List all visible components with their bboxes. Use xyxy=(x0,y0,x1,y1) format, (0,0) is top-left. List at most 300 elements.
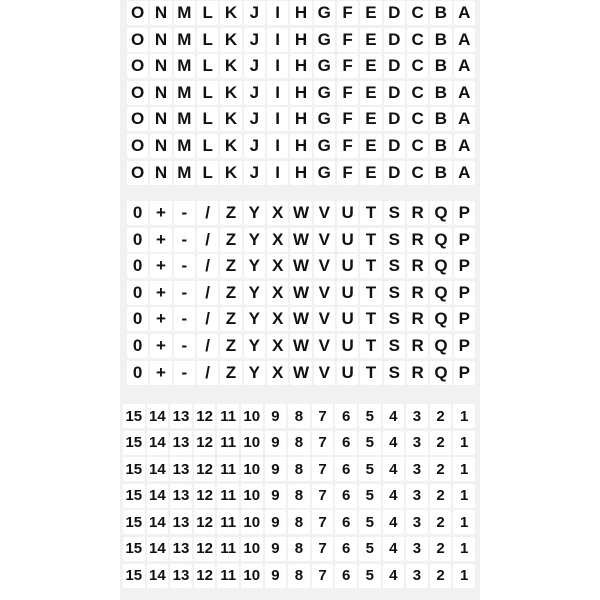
sticker-row xyxy=(120,456,480,482)
sticker: 15 xyxy=(123,510,145,534)
sticker: 2 xyxy=(430,484,452,508)
sticker: 1 xyxy=(453,510,475,534)
sticker: R xyxy=(407,281,428,305)
sticker: 8 xyxy=(288,457,310,481)
sticker: U xyxy=(337,281,358,305)
sticker: 14 xyxy=(147,537,169,561)
sticker: A xyxy=(454,134,475,158)
sticker: 9 xyxy=(265,510,287,534)
sticker: Q xyxy=(430,254,451,278)
sticker: 12 xyxy=(194,457,216,481)
sticker: 9 xyxy=(265,537,287,561)
sticker: 9 xyxy=(265,564,287,588)
sticker: N xyxy=(150,161,171,185)
sticker: P xyxy=(454,228,475,252)
sticker: 9 xyxy=(265,404,287,428)
sticker: U xyxy=(337,361,358,385)
sticker: 12 xyxy=(194,404,216,428)
sticker: E xyxy=(360,107,381,131)
sticker: N xyxy=(150,54,171,78)
sticker: 7 xyxy=(312,537,334,561)
sticker: L xyxy=(197,107,218,131)
sticker: / xyxy=(197,361,218,385)
sticker: C xyxy=(407,1,428,25)
sticker: 7 xyxy=(312,457,334,481)
sticker: F xyxy=(337,28,358,52)
sticker: 11 xyxy=(217,510,239,534)
sticker: 5 xyxy=(359,457,381,481)
sticker: B xyxy=(430,134,451,158)
sticker: E xyxy=(360,54,381,78)
sticker: Q xyxy=(430,281,451,305)
sticker: H xyxy=(290,81,311,105)
sticker: 11 xyxy=(217,537,239,561)
sticker: T xyxy=(360,228,381,252)
sticker: G xyxy=(314,81,335,105)
sticker: / xyxy=(197,201,218,225)
sticker: D xyxy=(384,54,405,78)
sticker: G xyxy=(314,28,335,52)
sticker: T xyxy=(360,254,381,278)
sticker: I xyxy=(267,1,288,25)
sticker: N xyxy=(150,28,171,52)
sticker: 6 xyxy=(335,537,357,561)
sticker: Q xyxy=(430,334,451,358)
sticker: R xyxy=(407,201,428,225)
sticker: A xyxy=(454,54,475,78)
sticker: V xyxy=(314,201,335,225)
sticker-row xyxy=(120,27,480,53)
sticker: + xyxy=(150,201,171,225)
sticker: 13 xyxy=(170,564,192,588)
sticker: 6 xyxy=(335,431,357,455)
sticker: 7 xyxy=(312,510,334,534)
sticker: O xyxy=(127,134,148,158)
sticker-row xyxy=(120,509,480,535)
sticker: 1 xyxy=(453,484,475,508)
sticker: U xyxy=(337,334,358,358)
sticker: L xyxy=(197,134,218,158)
sticker: / xyxy=(197,334,218,358)
sticker: 7 xyxy=(312,431,334,455)
sticker: 6 xyxy=(335,564,357,588)
sticker: 8 xyxy=(288,431,310,455)
sticker: 9 xyxy=(265,431,287,455)
sticker: X xyxy=(267,201,288,225)
sticker: Y xyxy=(244,281,265,305)
sticker: 0 xyxy=(127,201,148,225)
sticker: 2 xyxy=(430,457,452,481)
sticker: K xyxy=(220,81,241,105)
sticker: U xyxy=(337,307,358,331)
sticker: 9 xyxy=(265,457,287,481)
sticker: T xyxy=(360,334,381,358)
sticker: 0 xyxy=(127,361,148,385)
sticker: 12 xyxy=(194,510,216,534)
sticker: / xyxy=(197,281,218,305)
sticker-row xyxy=(120,536,480,562)
sticker: Y xyxy=(244,334,265,358)
sticker: L xyxy=(197,81,218,105)
sticker: Y xyxy=(244,307,265,331)
sticker: 8 xyxy=(288,404,310,428)
sticker: W xyxy=(290,228,311,252)
sticker: 14 xyxy=(147,404,169,428)
sticker: V xyxy=(314,334,335,358)
sticker: K xyxy=(220,134,241,158)
sticker: 5 xyxy=(359,431,381,455)
sticker: 2 xyxy=(430,404,452,428)
sticker: U xyxy=(337,228,358,252)
sticker: N xyxy=(150,1,171,25)
sticker-block-numbers xyxy=(120,403,480,589)
sticker: A xyxy=(454,28,475,52)
sticker: B xyxy=(430,81,451,105)
sticker: 8 xyxy=(288,510,310,534)
sticker: J xyxy=(244,28,265,52)
sticker: I xyxy=(267,28,288,52)
sticker: W xyxy=(290,307,311,331)
sticker: S xyxy=(384,307,405,331)
sticker: 14 xyxy=(147,510,169,534)
sticker: D xyxy=(384,107,405,131)
sticker: 5 xyxy=(359,404,381,428)
sticker: - xyxy=(174,281,195,305)
sticker: 11 xyxy=(217,404,239,428)
sticker: K xyxy=(220,161,241,185)
sticker: 13 xyxy=(170,510,192,534)
sticker: 12 xyxy=(194,431,216,455)
sticker: + xyxy=(150,228,171,252)
sticker: Y xyxy=(244,361,265,385)
sticker: V xyxy=(314,254,335,278)
sticker: H xyxy=(290,28,311,52)
sticker: M xyxy=(174,81,195,105)
sticker: S xyxy=(384,281,405,305)
sticker: D xyxy=(384,81,405,105)
sticker: 0 xyxy=(127,254,148,278)
sticker: 13 xyxy=(170,431,192,455)
sticker: O xyxy=(127,107,148,131)
sticker: - xyxy=(174,334,195,358)
sticker: G xyxy=(314,134,335,158)
sticker: D xyxy=(384,134,405,158)
sticker: 0 xyxy=(127,281,148,305)
sticker: A xyxy=(454,107,475,131)
sticker: / xyxy=(197,307,218,331)
sticker: Z xyxy=(220,361,241,385)
sticker: Y xyxy=(244,228,265,252)
sticker: 13 xyxy=(170,404,192,428)
sticker: V xyxy=(314,228,335,252)
sticker: 10 xyxy=(241,457,263,481)
sticker: 2 xyxy=(430,564,452,588)
sticker-row xyxy=(120,227,480,253)
sticker: 5 xyxy=(359,564,381,588)
sticker: N xyxy=(150,107,171,131)
sticker: G xyxy=(314,54,335,78)
sticker: Z xyxy=(220,307,241,331)
sticker: X xyxy=(267,281,288,305)
sticker: 2 xyxy=(430,537,452,561)
sticker: - xyxy=(174,307,195,331)
sticker: V xyxy=(314,307,335,331)
sticker: 4 xyxy=(383,404,405,428)
sticker-block-letters-a-o xyxy=(120,0,480,186)
sticker: J xyxy=(244,1,265,25)
sticker: H xyxy=(290,107,311,131)
sticker: H xyxy=(290,1,311,25)
sticker: O xyxy=(127,161,148,185)
sticker-row xyxy=(120,253,480,279)
sticker: X xyxy=(267,228,288,252)
sticker: B xyxy=(430,54,451,78)
sticker: 4 xyxy=(383,564,405,588)
sticker: S xyxy=(384,228,405,252)
sticker: Z xyxy=(220,281,241,305)
sticker: 13 xyxy=(170,537,192,561)
sticker: R xyxy=(407,334,428,358)
sticker: Q xyxy=(430,228,451,252)
sticker: W xyxy=(290,254,311,278)
sticker: 8 xyxy=(288,484,310,508)
sticker-row xyxy=(120,106,480,132)
sticker: 2 xyxy=(430,431,452,455)
sticker: S xyxy=(384,254,405,278)
sticker: 12 xyxy=(194,537,216,561)
sticker: 3 xyxy=(406,431,428,455)
sticker: D xyxy=(384,161,405,185)
sticker: F xyxy=(337,161,358,185)
sticker: P xyxy=(454,307,475,331)
sticker: Q xyxy=(430,307,451,331)
sticker: C xyxy=(407,28,428,52)
sticker: M xyxy=(174,54,195,78)
sticker: 15 xyxy=(123,404,145,428)
sticker: P xyxy=(454,361,475,385)
sticker-row xyxy=(120,0,480,26)
sticker: 0 xyxy=(127,307,148,331)
sticker: K xyxy=(220,28,241,52)
sticker-row xyxy=(120,160,480,186)
sticker: J xyxy=(244,81,265,105)
sticker: - xyxy=(174,201,195,225)
sticker: - xyxy=(174,228,195,252)
sticker: R xyxy=(407,228,428,252)
sticker: X xyxy=(267,254,288,278)
sticker-row xyxy=(120,200,480,226)
sticker: W xyxy=(290,334,311,358)
sticker: 4 xyxy=(383,457,405,481)
sticker: O xyxy=(127,54,148,78)
sticker: G xyxy=(314,1,335,25)
sticker: 3 xyxy=(406,404,428,428)
sticker: 11 xyxy=(217,457,239,481)
sticker: 8 xyxy=(288,564,310,588)
sticker: + xyxy=(150,254,171,278)
sticker: X xyxy=(267,334,288,358)
sticker: 10 xyxy=(241,484,263,508)
sticker: 15 xyxy=(123,484,145,508)
sticker: / xyxy=(197,254,218,278)
sticker: 9 xyxy=(265,484,287,508)
sticker-block-letters-p-z-symbols xyxy=(120,200,480,386)
sticker: K xyxy=(220,107,241,131)
sticker: F xyxy=(337,107,358,131)
sticker: I xyxy=(267,134,288,158)
sticker-row xyxy=(120,333,480,359)
sticker: 6 xyxy=(335,484,357,508)
sticker: N xyxy=(150,134,171,158)
sticker: / xyxy=(197,228,218,252)
sticker: 4 xyxy=(383,431,405,455)
sticker: F xyxy=(337,81,358,105)
sticker: H xyxy=(290,161,311,185)
sticker: I xyxy=(267,107,288,131)
sticker: 15 xyxy=(123,457,145,481)
sticker: V xyxy=(314,361,335,385)
sticker: 5 xyxy=(359,510,381,534)
sticker: A xyxy=(454,81,475,105)
sticker: C xyxy=(407,107,428,131)
sticker: L xyxy=(197,161,218,185)
sticker-row xyxy=(120,563,480,589)
sticker-row xyxy=(120,403,480,429)
sticker: 0 xyxy=(127,334,148,358)
sticker: R xyxy=(407,254,428,278)
sticker-row xyxy=(120,483,480,509)
sticker: - xyxy=(174,361,195,385)
sticker: 14 xyxy=(147,564,169,588)
sticker: E xyxy=(360,81,381,105)
sticker: K xyxy=(220,54,241,78)
sticker: F xyxy=(337,1,358,25)
sticker: F xyxy=(337,54,358,78)
sticker: Z xyxy=(220,334,241,358)
sticker: R xyxy=(407,307,428,331)
sticker: 6 xyxy=(335,457,357,481)
sticker: J xyxy=(244,161,265,185)
sticker: - xyxy=(174,254,195,278)
sticker: 15 xyxy=(123,537,145,561)
sticker-row xyxy=(120,280,480,306)
sticker: C xyxy=(407,54,428,78)
sticker: L xyxy=(197,1,218,25)
sticker: Q xyxy=(430,361,451,385)
sticker: J xyxy=(244,134,265,158)
sticker: Y xyxy=(244,201,265,225)
sticker: G xyxy=(314,161,335,185)
sticker: 3 xyxy=(406,537,428,561)
sticker-row xyxy=(120,53,480,79)
sticker: 12 xyxy=(194,564,216,588)
sticker: 7 xyxy=(312,484,334,508)
sticker: L xyxy=(197,54,218,78)
sticker: S xyxy=(384,201,405,225)
sticker: E xyxy=(360,28,381,52)
sticker: W xyxy=(290,201,311,225)
sticker: S xyxy=(384,334,405,358)
sticker: 8 xyxy=(288,537,310,561)
sticker: + xyxy=(150,334,171,358)
sticker: 10 xyxy=(241,510,263,534)
sticker: 5 xyxy=(359,484,381,508)
sticker: H xyxy=(290,134,311,158)
sticker: B xyxy=(430,1,451,25)
sticker: X xyxy=(267,361,288,385)
sticker: 1 xyxy=(453,537,475,561)
sticker: 3 xyxy=(406,484,428,508)
sticker: O xyxy=(127,81,148,105)
sticker: 1 xyxy=(453,457,475,481)
sticker: D xyxy=(384,1,405,25)
sticker-row xyxy=(120,360,480,386)
sticker: A xyxy=(454,1,475,25)
sticker: + xyxy=(150,281,171,305)
sticker: 6 xyxy=(335,510,357,534)
sticker: 3 xyxy=(406,457,428,481)
sticker: 7 xyxy=(312,404,334,428)
sticker: W xyxy=(290,361,311,385)
sticker: 12 xyxy=(194,484,216,508)
sticker: C xyxy=(407,134,428,158)
sticker: T xyxy=(360,281,381,305)
sticker: B xyxy=(430,28,451,52)
sticker: K xyxy=(220,1,241,25)
sticker: I xyxy=(267,81,288,105)
sticker: T xyxy=(360,201,381,225)
sticker: 14 xyxy=(147,457,169,481)
sticker: 4 xyxy=(383,484,405,508)
sticker: A xyxy=(454,161,475,185)
sticker: 11 xyxy=(217,431,239,455)
sticker: E xyxy=(360,1,381,25)
sticker: W xyxy=(290,281,311,305)
sticker: 7 xyxy=(312,564,334,588)
sticker: O xyxy=(127,1,148,25)
sticker: 6 xyxy=(335,404,357,428)
sticker: M xyxy=(174,161,195,185)
sticker: Z xyxy=(220,254,241,278)
sticker: 2 xyxy=(430,510,452,534)
sticker: E xyxy=(360,161,381,185)
sticker: 3 xyxy=(406,564,428,588)
sticker: I xyxy=(267,54,288,78)
sticker: 10 xyxy=(241,537,263,561)
sticker: J xyxy=(244,107,265,131)
sticker-row xyxy=(120,306,480,332)
sticker: F xyxy=(337,134,358,158)
sticker: 4 xyxy=(383,510,405,534)
sticker: R xyxy=(407,361,428,385)
sticker: Z xyxy=(220,201,241,225)
sticker: M xyxy=(174,107,195,131)
sticker: T xyxy=(360,307,381,331)
sticker: L xyxy=(197,28,218,52)
sticker: U xyxy=(337,201,358,225)
sticker-row xyxy=(120,80,480,106)
sticker: + xyxy=(150,307,171,331)
sticker-row xyxy=(120,430,480,456)
sticker: Q xyxy=(430,201,451,225)
sticker: P xyxy=(454,334,475,358)
sticker: 4 xyxy=(383,537,405,561)
sticker: B xyxy=(430,107,451,131)
sticker: 10 xyxy=(241,564,263,588)
sticker: S xyxy=(384,361,405,385)
label-sheet xyxy=(120,0,480,600)
sticker: 14 xyxy=(147,431,169,455)
